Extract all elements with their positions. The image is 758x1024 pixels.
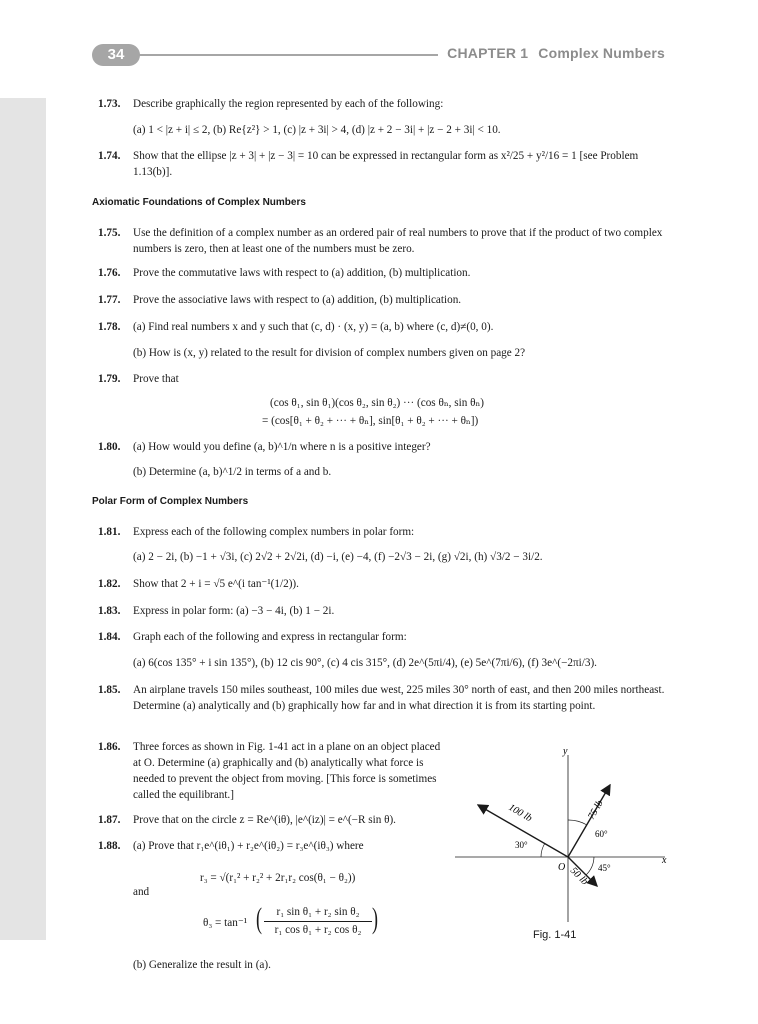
force-label-100: 100 lb	[506, 802, 534, 825]
problem-number: 1.82.	[98, 578, 121, 590]
angle-arc-60	[568, 820, 587, 825]
axis-y-label: y	[563, 746, 568, 757]
force-diagram	[450, 740, 690, 925]
problem-text: (a) How would you define (a, b)^1/n where n is a positive integer?	[133, 441, 431, 453]
problem-number: 1.87.	[98, 814, 121, 826]
angle-arc-45	[586, 857, 594, 875]
problem-text: Describe graphically the region represented by each of the following:	[133, 98, 444, 110]
problem-1-86	[98, 739, 443, 803]
problem-1-78	[98, 319, 678, 335]
section-heading-axiomatic: Axiomatic Foundations of Complex Numbers	[92, 197, 306, 208]
problem-1-85	[98, 682, 678, 714]
chapter-label: CHAPTER 1	[447, 45, 529, 61]
left-paren: (	[256, 902, 262, 935]
problem-1-74	[98, 148, 678, 180]
margin-bar	[0, 98, 46, 940]
problem-text: An airplane travels 150 miles southeast, 100 miles due west, 225 miles 30° north of east, and then 200 miles northeast. Determine (a) analytically and (b) graphically how far and in what direction it is from its starting point.	[133, 684, 665, 712]
equation-1-79-line2: = (cos[θ₁ + θ₂ + ··· + θₙ], sin[θ₁ + θ₂ + ··· + θₙ])	[262, 415, 479, 427]
problem-1-80	[98, 439, 678, 455]
problem-text: Three forces as shown in Fig. 1-41 act in a plane on an object placed at O. Determine (a) graphically and (b) analytically what force is needed to prevent the object from moving. [This force is sometimes called the equilibrant.]	[133, 741, 441, 801]
angle-label-45: 45°	[598, 863, 611, 873]
problem-number: 1.88.	[98, 840, 121, 852]
chapter-heading	[447, 45, 665, 61]
problem-text: Prove the commutative laws with respect to (a) addition, (b) multiplication.	[133, 267, 471, 279]
problem-text: Prove that	[133, 373, 179, 385]
problem-text: Show that the ellipse |z + 3| + |z − 3| = 10 can be expressed in rectangular form as x²/25 + y²/16 = 1 [see Problem 1.13(b)].	[133, 150, 639, 178]
problem-number: 1.77.	[98, 294, 121, 306]
force-arrow-75	[568, 785, 610, 857]
fraction-denominator: r₁ cos θ₁ + r₂ cos θ₂	[274, 924, 362, 936]
fraction-bar	[264, 921, 372, 922]
angle-label-60: 60°	[595, 829, 608, 839]
problem-number: 1.80.	[98, 441, 121, 453]
angle-label-30: 30°	[515, 840, 528, 850]
problem-1-75	[98, 225, 678, 257]
problem-1-84	[98, 629, 678, 645]
problem-number: 1.73.	[98, 98, 121, 110]
and-label: and	[133, 886, 150, 898]
problem-number: 1.86.	[98, 741, 121, 753]
problem-1-73-parts: (a) 1 < |z + i| ≤ 2, (b) Re{z²} > 1, (c) |z + 3i| > 4, (d) |z + 2 − 3i| + |z − 2 + 3i| < 10.	[133, 124, 501, 136]
right-paren: )	[372, 902, 378, 935]
problem-number: 1.76.	[98, 267, 121, 279]
origin-label: O	[558, 862, 566, 873]
angle-arc-30	[541, 843, 545, 857]
force-label-75: 75 lb	[586, 798, 606, 822]
section-heading-polar: Polar Form of Complex Numbers	[92, 496, 249, 507]
problem-text: Show that 2 + i = √5 e^(i tan⁻¹(1/2)).	[133, 578, 299, 590]
equation-theta3-lhs: θ₃ = tan⁻¹	[203, 917, 248, 929]
problem-1-77	[98, 292, 678, 308]
fraction-numerator: r₁ sin θ₁ + r₂ sin θ₂	[276, 906, 360, 918]
problem-text: Graph each of the following and express in rectangular form:	[133, 631, 407, 643]
equation-1-79-line1: (cos θ₁, sin θ₁)(cos θ₂, sin θ₂) ··· (cos θₙ, sin θₙ)	[270, 397, 485, 409]
problem-text: (a) Prove that r₁e^(iθ₁) + r₂e^(iθ₂) = r₃e^(iθ₃) where	[133, 840, 364, 852]
axis-x-label: x	[662, 855, 667, 866]
problem-1-80-part-b: (b) Determine (a, b)^1/2 in terms of a and b.	[133, 466, 332, 478]
problem-number: 1.81.	[98, 526, 121, 538]
page-number: 34	[92, 44, 140, 66]
problem-1-76	[98, 265, 678, 281]
figure-caption: Fig. 1-41	[533, 929, 577, 941]
problem-number: 1.78.	[98, 321, 121, 333]
force-label-50: 50 lb	[567, 865, 590, 888]
problem-number: 1.75.	[98, 227, 121, 239]
equation-r3: r₃ = √(r₁² + r₂² + 2r₁r₂ cos(θ₁ − θ₂))	[200, 872, 356, 884]
problem-text: Express each of the following complex numbers in polar form:	[133, 526, 415, 538]
problem-1-73	[98, 96, 678, 112]
problem-1-83	[98, 603, 678, 619]
problem-1-81	[98, 524, 678, 540]
chapter-title: Complex Numbers	[538, 45, 665, 61]
problem-number: 1.79.	[98, 373, 121, 385]
problem-1-88-part-b: (b) Generalize the result in (a).	[133, 959, 271, 971]
problem-text: (a) Find real numbers x and y such that (c, d) · (x, y) = (a, b) where (c, d)≠(0, 0).	[133, 321, 494, 333]
problem-text: Prove the associative laws with respect to (a) addition, (b) multiplication.	[133, 294, 462, 306]
problem-1-88	[98, 838, 443, 854]
problem-1-84-parts: (a) 6(cos 135° + i sin 135°), (b) 12 cis 90°, (c) 4 cis 315°, (d) 2e^(5πi/4), (e) 5e^(7πi/6), (f) 3e^(−2πi/3).	[133, 657, 597, 669]
problem-number: 1.83.	[98, 605, 121, 617]
problem-number: 1.85.	[98, 684, 121, 696]
problem-1-87	[98, 812, 443, 828]
problem-text: Prove that on the circle z = Re^(iθ), |e^(iz)| = e^(−R sin θ).	[133, 814, 396, 826]
header-rule	[138, 54, 438, 56]
problem-number: 1.84.	[98, 631, 121, 643]
problem-number: 1.74.	[98, 150, 121, 162]
problem-text: Express in polar form: (a) −3 − 4i, (b) 1 − 2i.	[133, 605, 335, 617]
problem-1-78-part-b: (b) How is (x, y) related to the result for division of complex numbers given on page 2?	[133, 347, 526, 359]
problem-1-79	[98, 371, 678, 387]
problem-text: Use the definition of a complex number as an ordered pair of real numbers to prove that if the product of two complex numbers is zero, then at least one of the numbers must be zero.	[133, 227, 663, 255]
equation-theta3-fraction	[262, 905, 374, 938]
problem-1-81-parts: (a) 2 − 2i, (b) −1 + √3i, (c) 2√2 + 2√2i, (d) −i, (e) −4, (f) −2√3 − 2i, (g) √2i, (h) √3/2 − 3i/2.	[133, 551, 543, 563]
problem-1-82	[98, 576, 678, 592]
